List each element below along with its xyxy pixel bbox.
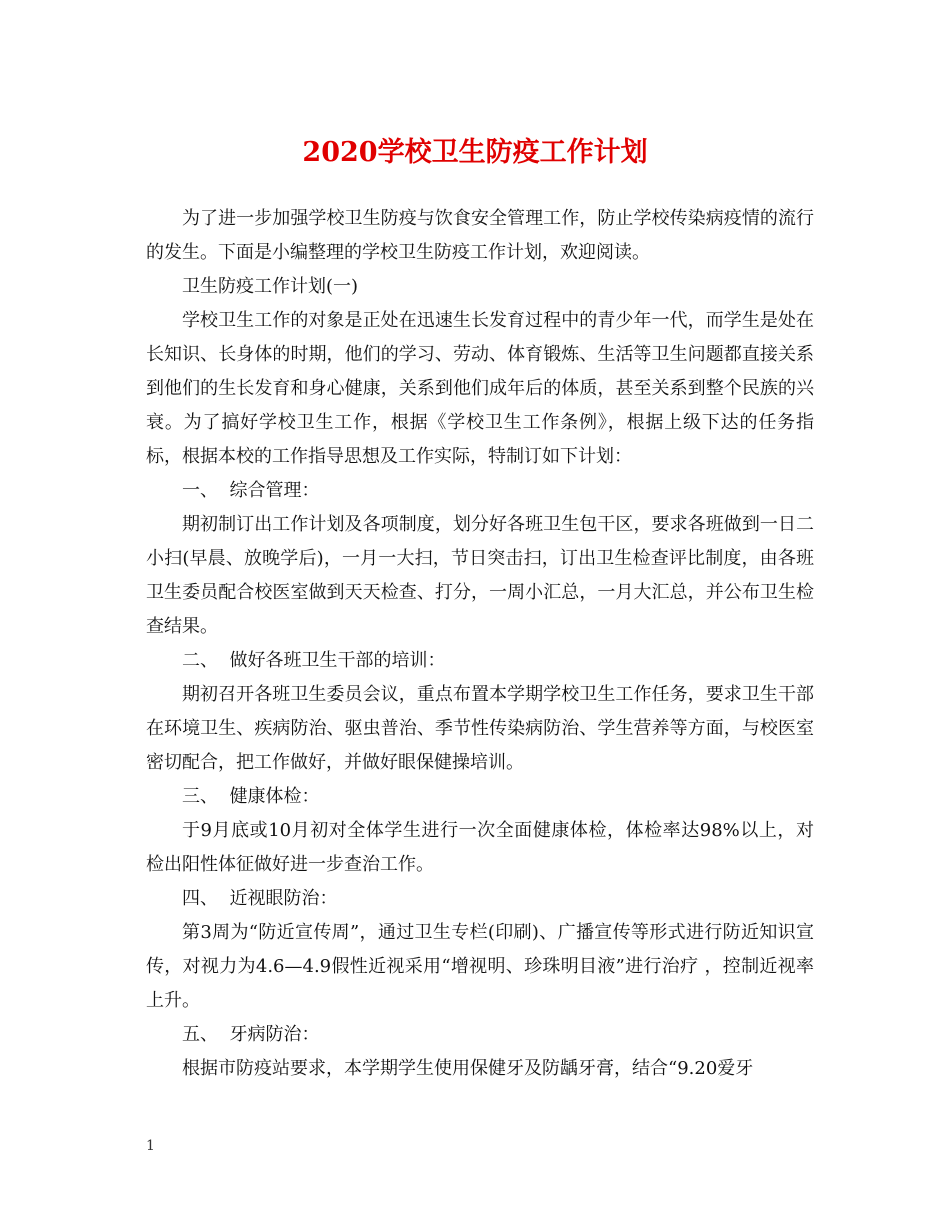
paragraph-intro: 为了进一步加强学校卫生防疫与饮食安全管理工作，防止学校传染病疫情的流行的发生。下面是小编整理的学校卫生防疫工作计划，欢迎阅读。 xyxy=(146,208,814,263)
paragraph-myopia-prevention: 第3周为“防近宣传周”，通过卫生专栏(印刷)、广播宣传等形式进行防近知识宣传，对视力为4.6—4.9假性近视采用“增视明、珍珠明目液”进行治疗 ，控制近视率上升。 xyxy=(146,922,814,1011)
heading-health-checkup: 三、 健康体检： xyxy=(182,786,320,807)
paragraph-cadre-training: 期初召开各班卫生委员会议，重点布置本学期学校卫生工作任务，要求卫生干部在环境卫生、疾病防治、驱虫普治、季节性传染病防治、学生营养等方面，与校医室密切配合，把工作做好，并做好眼保健操培训。 xyxy=(146,684,814,773)
document-body xyxy=(146,202,814,1086)
paragraph-dental-prevention: 根据市防疫站要求，本学期学生使用保健牙及防龋牙膏，结合“9.20爱牙 xyxy=(182,1058,754,1079)
paragraph-comprehensive-management: 期初制订出工作计划及各项制度，划分好各班卫生包干区，要求各班做到一日二小扫(早晨、放晚学后)，一月一大扫，节日突击扫，订出卫生检查评比制度，由各班卫生委员配合校医室做到天天检查、打分，一周小汇总，一月大汇总，并公布卫生检查结果。 xyxy=(146,514,814,637)
heading-myopia-prevention: 四、 近视眼防治： xyxy=(182,888,338,909)
heading-cadre-training: 二、 做好各班卫生干部的培训： xyxy=(182,650,446,671)
document-title: 2020学校卫生防疫工作计划 xyxy=(302,137,648,168)
heading-dental-prevention: 五、 牙病防治： xyxy=(182,1024,320,1045)
heading-comprehensive-management: 一、 综合管理： xyxy=(182,480,320,501)
page-number: 1 xyxy=(146,1138,155,1154)
section-heading-plan-1: 卫生防疫工作计划(一) xyxy=(182,276,359,297)
paragraph-overview: 学校卫生工作的对象是正处在迅速生长发育过程中的青少年一代，而学生是处在长知识、长身体的时期，他们的学习、劳动、体育锻炼、生活等卫生问题都直接关系到他们的生长发育和身心健康，关系到他们成年后的体质，甚至关系到整个民族的兴衰。为了搞好学校卫生工作，根据《学校卫生工作条例》，根据上级下达的任务指标，根据本校的工作指导思想及工作实际，特制订如下计划： xyxy=(146,310,814,467)
paragraph-health-checkup: 于9月底或10月初对全体学生进行一次全面健康体检，体检率达98%以上，对检出阳性体征做好进一步查治工作。 xyxy=(146,820,814,875)
